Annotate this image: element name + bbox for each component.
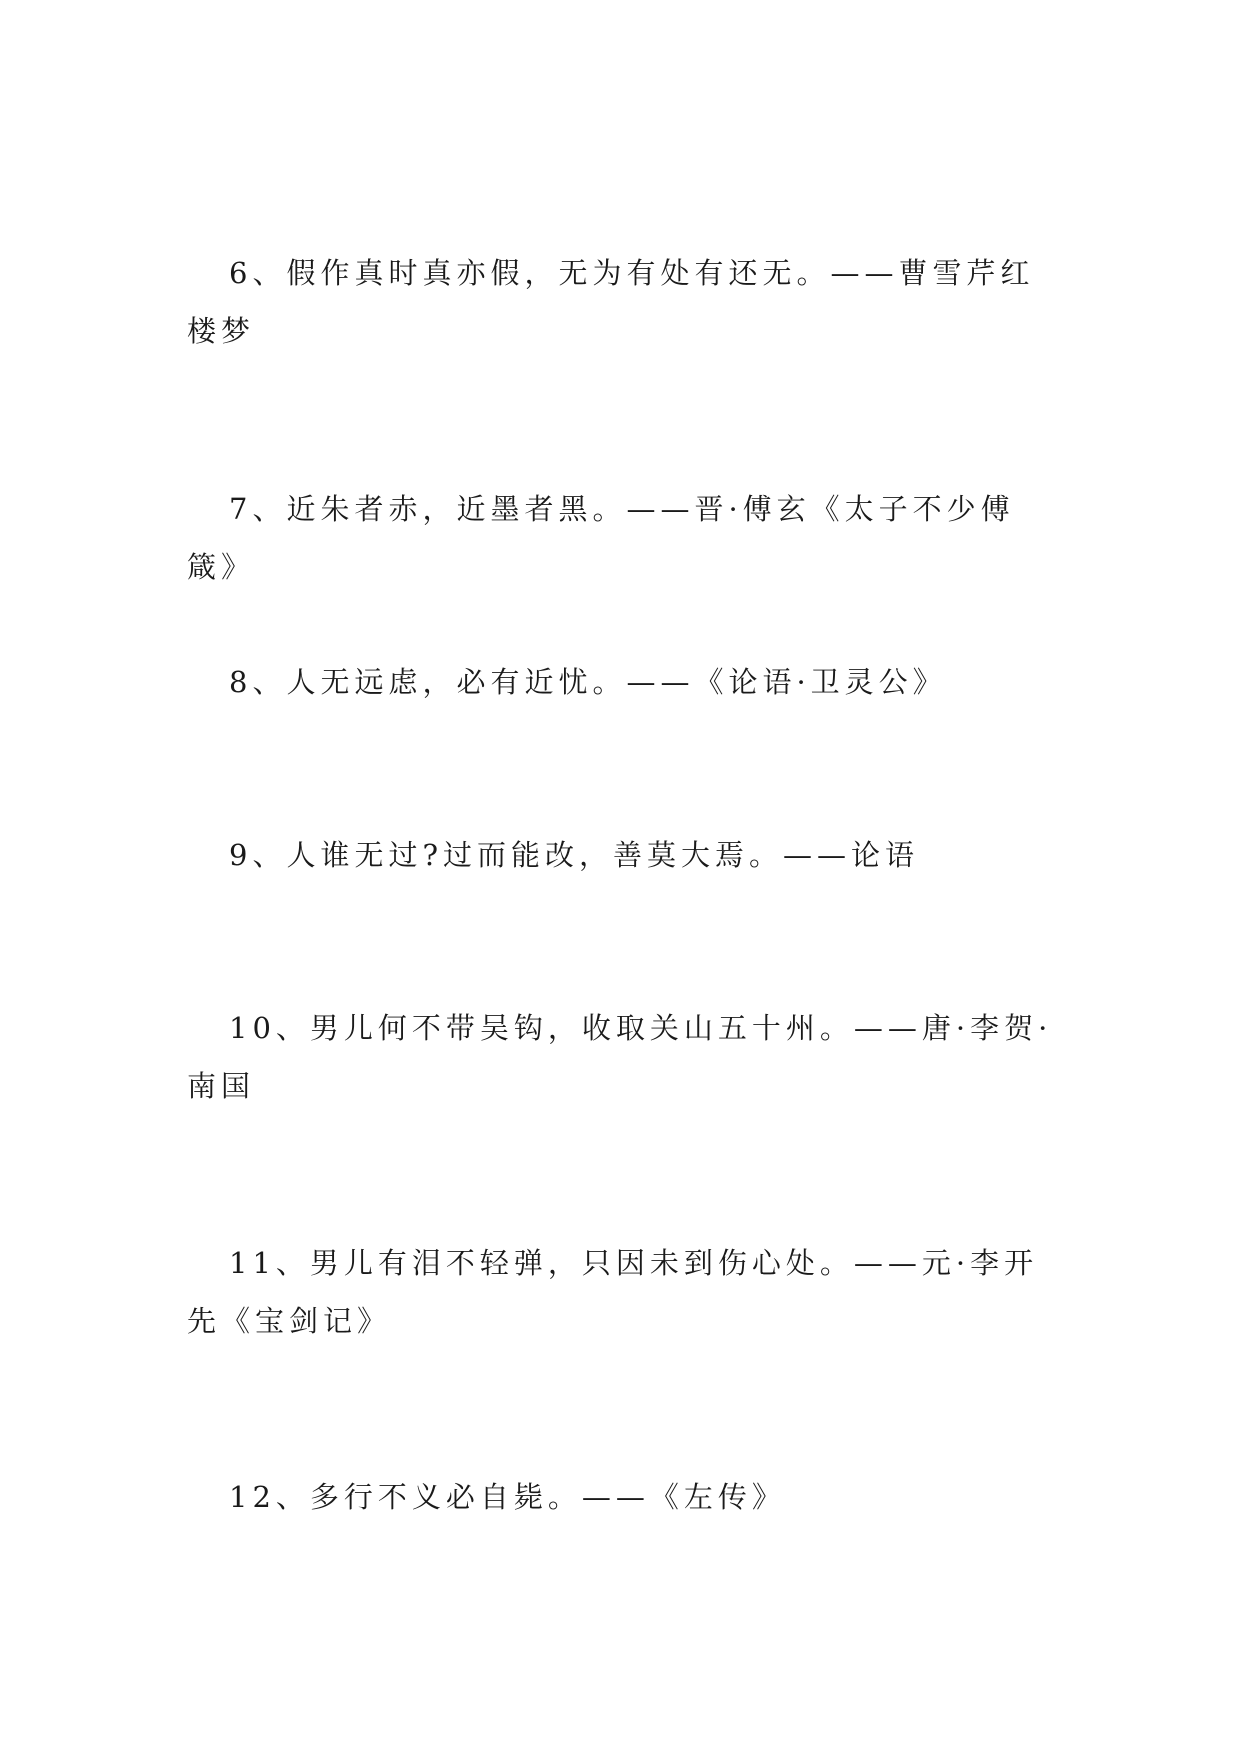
quote-9: 9、人谁无过?过而能改，善莫大焉。——论语 bbox=[229, 838, 919, 872]
quote-10: 10、男儿何不带吴钩，收取关山五十州。——唐·李贺·南国 bbox=[187, 1011, 1053, 1103]
quote-8: 8、人无远虑，必有近忧。——《论语·卫灵公》 bbox=[229, 665, 947, 699]
quote-11: 11、男儿有泪不轻弹，只因未到伤心处。——元·李开先《宝剑记》 bbox=[187, 1246, 1039, 1338]
quote-6: 6、假作真时真亦假，无为有处有还无。——曹雪芹红楼梦 bbox=[187, 256, 1035, 348]
quote-12: 12、多行不义必自毙。——《左传》 bbox=[229, 1480, 786, 1514]
quote-7: 7、近朱者赤，近墨者黑。——晋·傅玄《太子不少傅箴》 bbox=[187, 492, 1015, 584]
